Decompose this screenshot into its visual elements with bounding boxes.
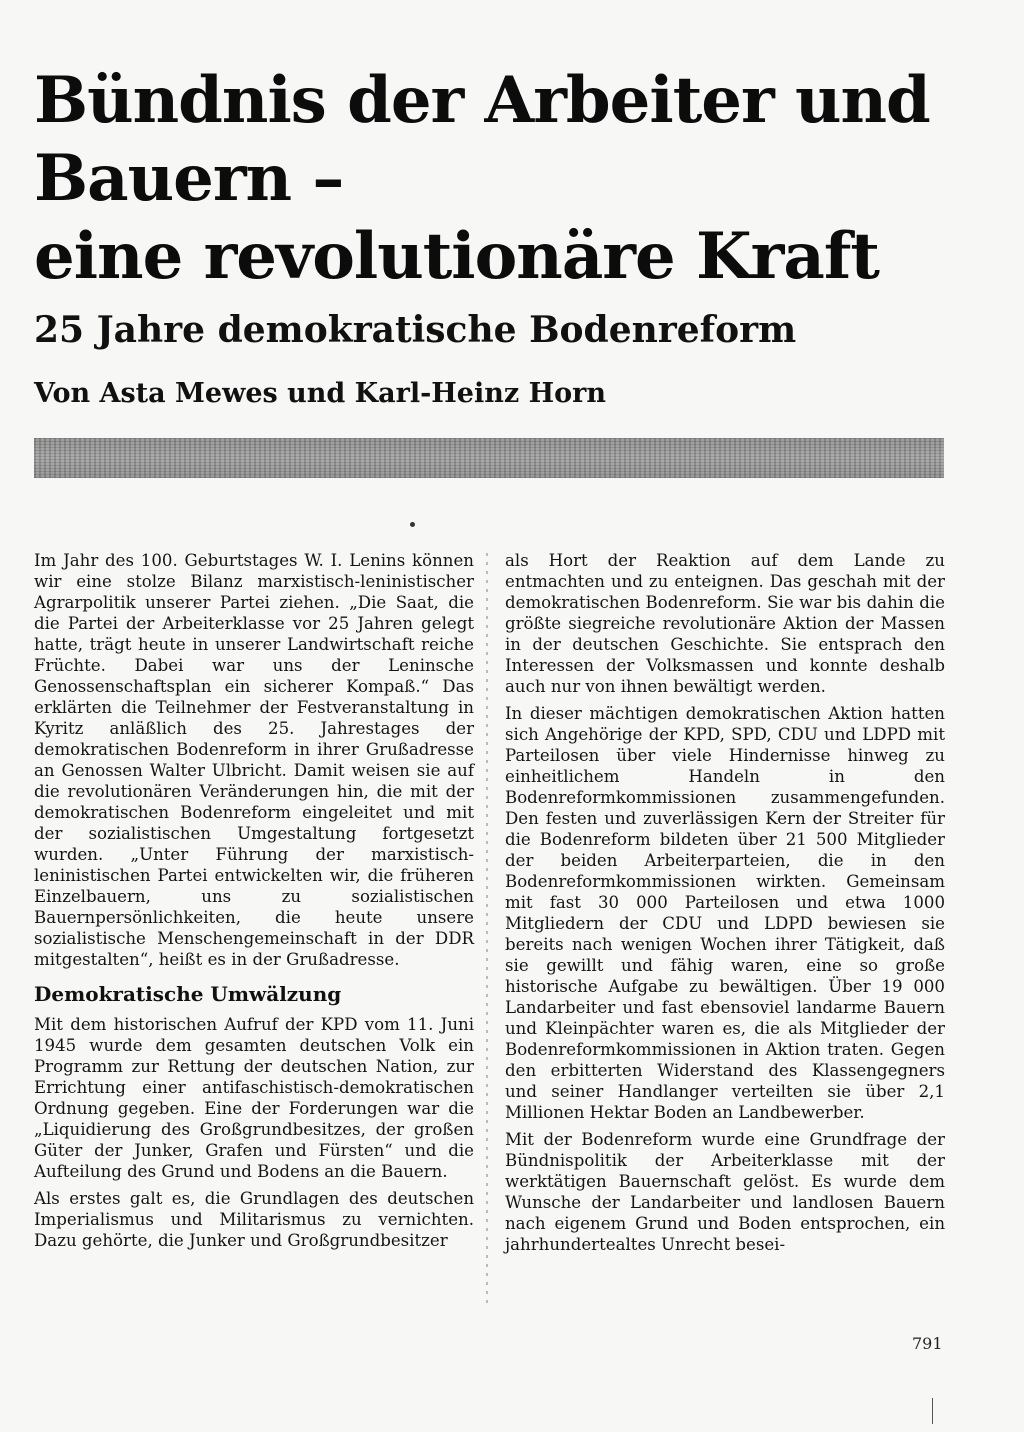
title-line-3: eine revolutionäre Kraft — [34, 219, 879, 294]
article-title — [34, 62, 994, 296]
body-paragraph: Mit der Bodenreform wurde eine Grundfrage der Bündnispolitik der Arbeiterklasse mit der werktätigen Bauernschaft gelöst. Es wurde dem Wunsche der Landarbeiter und landlosen Bauern nach eigenem Grund und Boden entsprochen, ein jahrhundertealtes Unrecht besei- — [505, 1130, 945, 1254]
right-column — [505, 550, 945, 1261]
column-divider — [486, 553, 488, 1308]
intro-paragraph: Im Jahr des 100. Geburtstages W. I. Lenins können wir eine stolze Bilanz marxistisch-leninistischer Agrarpolitik unserer Partei ziehen. „Die Saat, die die Partei der Arbeiterklasse vor 25 Jahren gelegt hatte, trägt heute in unserer Landwirtschaft reiche Früchte. Dabei war uns der Leninsche Genossenschaftsplan ein sicherer Kompaß.“ Das erklärten die Teilnehmer der Festveranstaltung in Kyritz anläßlich des 25. Jahrestages der demokratischen Bodenreform in ihrer Grußadresse an Genossen Walter Ulbricht. Damit weisen sie auf die revolutionären Veränderungen hin, die mit der demokratischen Bodenreform eingeleitet und mit der sozialistischen Umgestaltung fortgesetzt wurden. „Unter Führung der marxistisch-leninistischen Partei entwickelten wir, die früheren Einzelbauern, uns zu sozialistischen Bauernpersönlichkeiten, die heute unsere sozialistische Menschengemeinschaft in der DDR mitgestalten“, heißt es in der Grußadresse. — [34, 551, 474, 969]
decorative-halftone-band — [34, 438, 944, 478]
body-paragraph: als Hort der Reaktion auf dem Lande zu entmachten und zu enteignen. Das geschah mit der demokratischen Bodenreform. Sie war bis dahin die größte siegreiche revolutionäre Aktion der Massen in der deutschen Geschichte. Sie entsprach den Interessen der Volksmassen und konnte deshalb auch nur von ihnen bewältigt werden. — [505, 551, 945, 696]
decorative-dot — [410, 522, 415, 527]
title-line-2: Bauern – — [34, 141, 344, 216]
article-subtitle: 25 Jahre demokratische Bodenreform — [34, 309, 797, 351]
section-heading: Demokratische Umwälzung — [34, 982, 342, 1006]
body-paragraph: In dieser mächtigen demokratischen Aktion hatten sich Angehörige der KPD, SPD, CDU und LDPD mit Parteilosen über viele Hindernisse hinweg zu einheitlichem Handeln in den Bodenreformkommissionen zusammengefunden. Den festen und zuverlässigen Kern der Streiter für die Bodenreform bildeten über 21 500 Mitglieder der beiden Arbeiterparteien, die in den Bodenreformkommissionen wirkten. Gemeinsam mit fast 30 000 Parteilosen und etwa 1000 Mitgliedern der CDU und LDPD bewiesen sie bereits nach wenigen Wochen ihrer Tätigkeit, daß sie gewillt und fähig waren, eine so große historische Aufgabe zu bewältigen. Über 19 000 Landarbeiter und fast ebensoviel landarme Bauern und Kleinpächter waren es, die als Mitglieder der Bodenreformkommissionen in Aktion traten. Gegen den erbitterten Widerstand des Klassengegners und seiner Handlanger verteilten sie über 2,1 Millionen Hektar Boden an Landbewerber. — [505, 704, 945, 1122]
article-byline: Von Asta Mewes und Karl-Heinz Horn — [34, 378, 606, 409]
page-number: 791 — [912, 1334, 943, 1353]
scan-mark — [932, 1398, 933, 1424]
left-column — [34, 550, 474, 1257]
body-paragraph: Mit dem historischen Aufruf der KPD vom 11. Juni 1945 wurde dem gesamten deutschen Volk ein Programm zur Rettung der deutschen Nation, zur Errichtung einer antifaschistisch-demokratischen Ordnung gegeben. Eine der Forderungen war die „Liquidierung des Großgrundbesitzes, der großen Güter der Junker, Grafen und Fürsten“ und die Aufteilung des Grund und Bodens an die Bauern. — [34, 1015, 474, 1181]
title-line-1: Bündnis der Arbeiter und — [34, 63, 930, 138]
body-paragraph: Als erstes galt es, die Grundlagen des deutschen Imperialismus und Militarismus zu vernichten. Dazu gehörte, die Junker und Großgrundbesitzer — [34, 1189, 474, 1250]
